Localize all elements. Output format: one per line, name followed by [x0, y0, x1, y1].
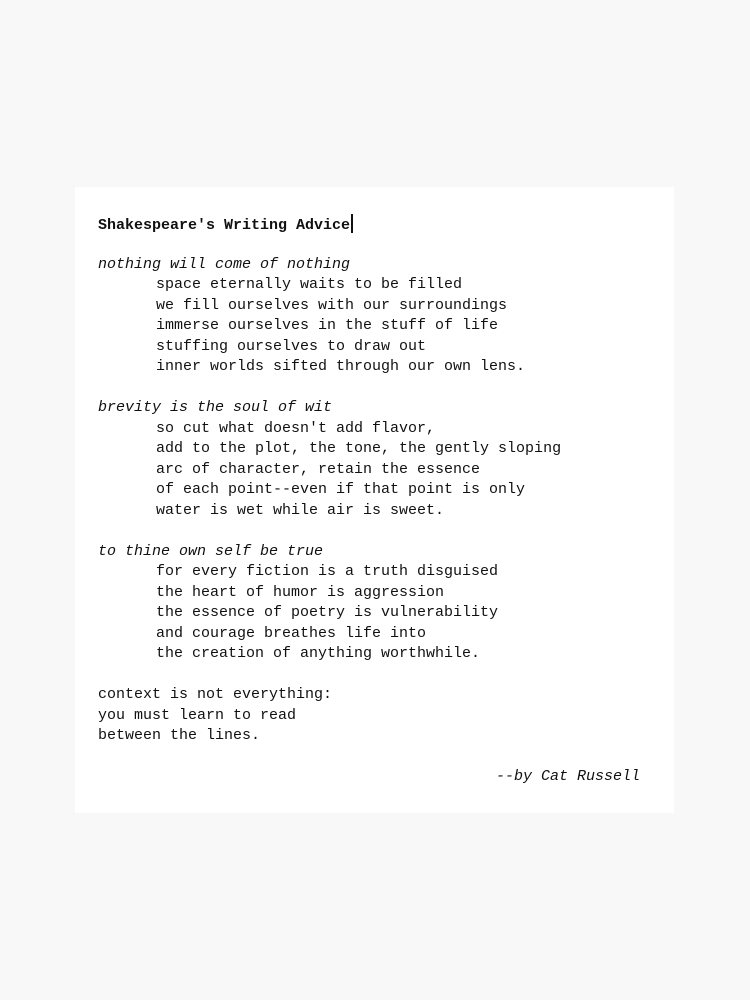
stanza-line: the essence of poetry is vulnerability: [156, 604, 499, 621]
closing-line: between the lines.: [98, 727, 261, 744]
author-signature: --by Cat Russell: [495, 768, 640, 785]
stanza-1: [98, 255, 674, 378]
stanza-heading: to thine own self be true: [98, 542, 324, 560]
closing-stanza: [98, 685, 674, 747]
blank-line: [98, 234, 674, 255]
stanza-line: arc of character, retain the essence: [156, 460, 481, 478]
stanza-line: stuffing ourselves to draw out: [156, 337, 427, 355]
blank-line: [98, 378, 674, 399]
stanza-line: immerse ourselves in the stuff of life: [156, 317, 499, 334]
stanza-line: we fill ourselves with our surroundings: [156, 296, 508, 314]
stanza-line: inner worlds sifted through our own lens.: [156, 358, 526, 375]
poem-title[interactable]: Shakespeare's Writing Advice: [98, 214, 674, 234]
stanza-heading: nothing will come of nothing: [98, 255, 351, 273]
stanza-line: of each point--even if that point is only: [156, 481, 526, 498]
stanza-line: water is wet while air is sweet.: [156, 501, 445, 519]
stanza-line: space eternally waits to be filled: [156, 276, 463, 293]
stanza-line: add to the plot, the tone, the gently sloping: [156, 440, 562, 457]
blank-line: [98, 665, 674, 686]
stanza-line: the creation of anything worthwhile.: [156, 645, 481, 662]
closing-line: context is not everything:: [98, 686, 333, 703]
stanza-heading: brevity is the soul of wit: [98, 399, 333, 416]
stanza-line: the heart of humor is aggression: [156, 583, 445, 601]
closing-line: you must learn to read: [98, 706, 297, 724]
stanza-line: and courage breathes life into: [156, 624, 427, 642]
stanza-2: [98, 398, 674, 521]
document-page[interactable]: [75, 187, 674, 813]
text-cursor: [351, 214, 353, 233]
stanza-line: for every fiction is a truth disguised: [156, 563, 499, 580]
blank-line: [98, 747, 674, 768]
stanza-3: [98, 542, 674, 665]
stanza-line: so cut what doesn't add flavor,: [156, 419, 436, 437]
blank-line: [98, 521, 674, 542]
